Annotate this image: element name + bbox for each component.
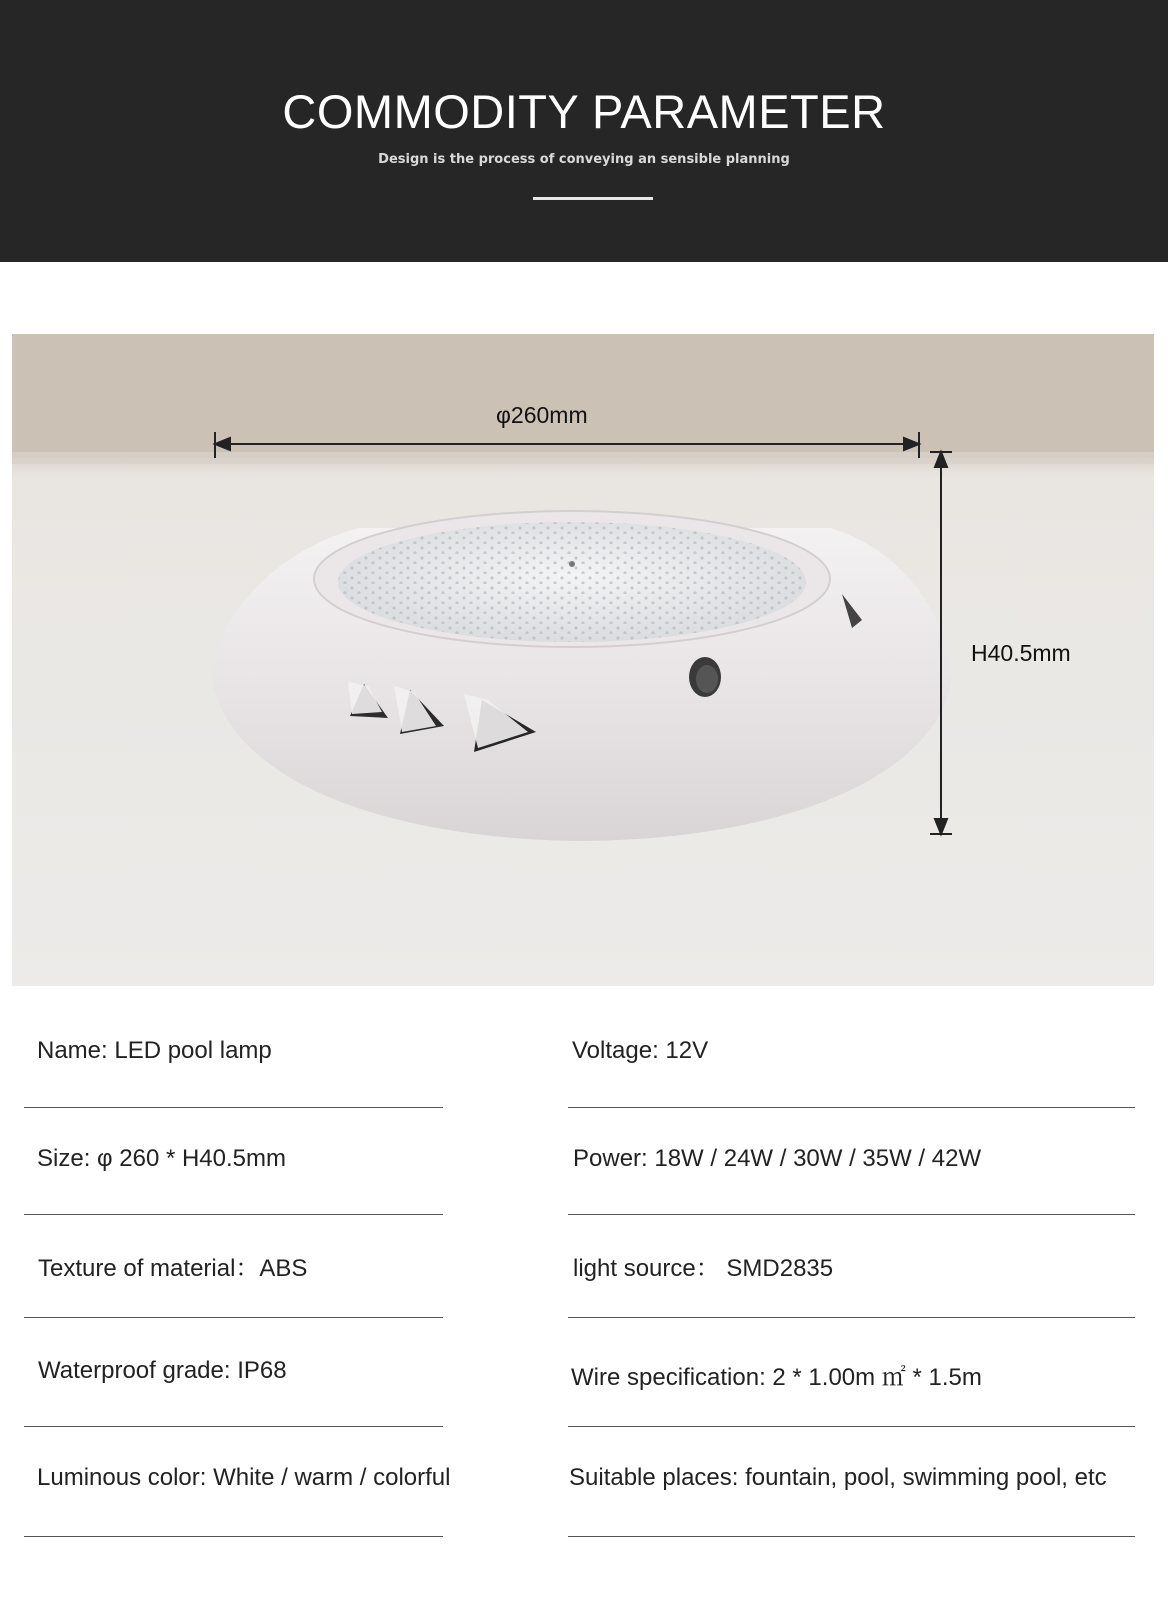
spec-places: Suitable places: fountain, pool, swimming pool, etc bbox=[569, 1464, 1107, 1491]
spec-divider bbox=[568, 1214, 1135, 1215]
page-subtitle: Design is the process of conveying an sensible planning bbox=[378, 152, 790, 167]
page-title: COMMODITY PARAMETER bbox=[282, 85, 886, 138]
spec-wire: Wire specification: 2 * 1.00m ㎡ * 1.5m bbox=[571, 1364, 982, 1391]
spec-divider bbox=[24, 1317, 443, 1318]
header-banner bbox=[0, 0, 1168, 262]
spec-voltage: Voltage: 12V bbox=[572, 1037, 709, 1064]
spec-divider bbox=[24, 1214, 443, 1215]
height-label: H40.5mm bbox=[971, 640, 1071, 666]
spec-waterproof: Waterproof grade: IP68 bbox=[38, 1357, 287, 1384]
spec-light-source: light source： SMD2835 bbox=[573, 1255, 834, 1282]
spec-divider bbox=[568, 1317, 1135, 1318]
spec-size: Size: φ 260 * H40.5mm bbox=[37, 1145, 286, 1172]
spec-name: Name: LED pool lamp bbox=[37, 1037, 272, 1064]
spec-divider bbox=[568, 1107, 1135, 1108]
spec-divider bbox=[568, 1536, 1135, 1537]
spec-divider bbox=[24, 1536, 443, 1537]
spec-divider bbox=[24, 1107, 443, 1108]
diameter-label: φ260mm bbox=[496, 402, 588, 428]
title-divider bbox=[533, 197, 653, 200]
spec-divider bbox=[24, 1426, 443, 1427]
product-photo bbox=[12, 334, 1154, 986]
spec-material: Texture of material：ABS bbox=[38, 1255, 308, 1282]
spec-power: Power: 18W / 24W / 30W / 35W / 42W bbox=[573, 1145, 982, 1172]
spec-divider bbox=[568, 1426, 1135, 1427]
spec-color: Luminous color: White / warm / colorful bbox=[37, 1464, 451, 1491]
